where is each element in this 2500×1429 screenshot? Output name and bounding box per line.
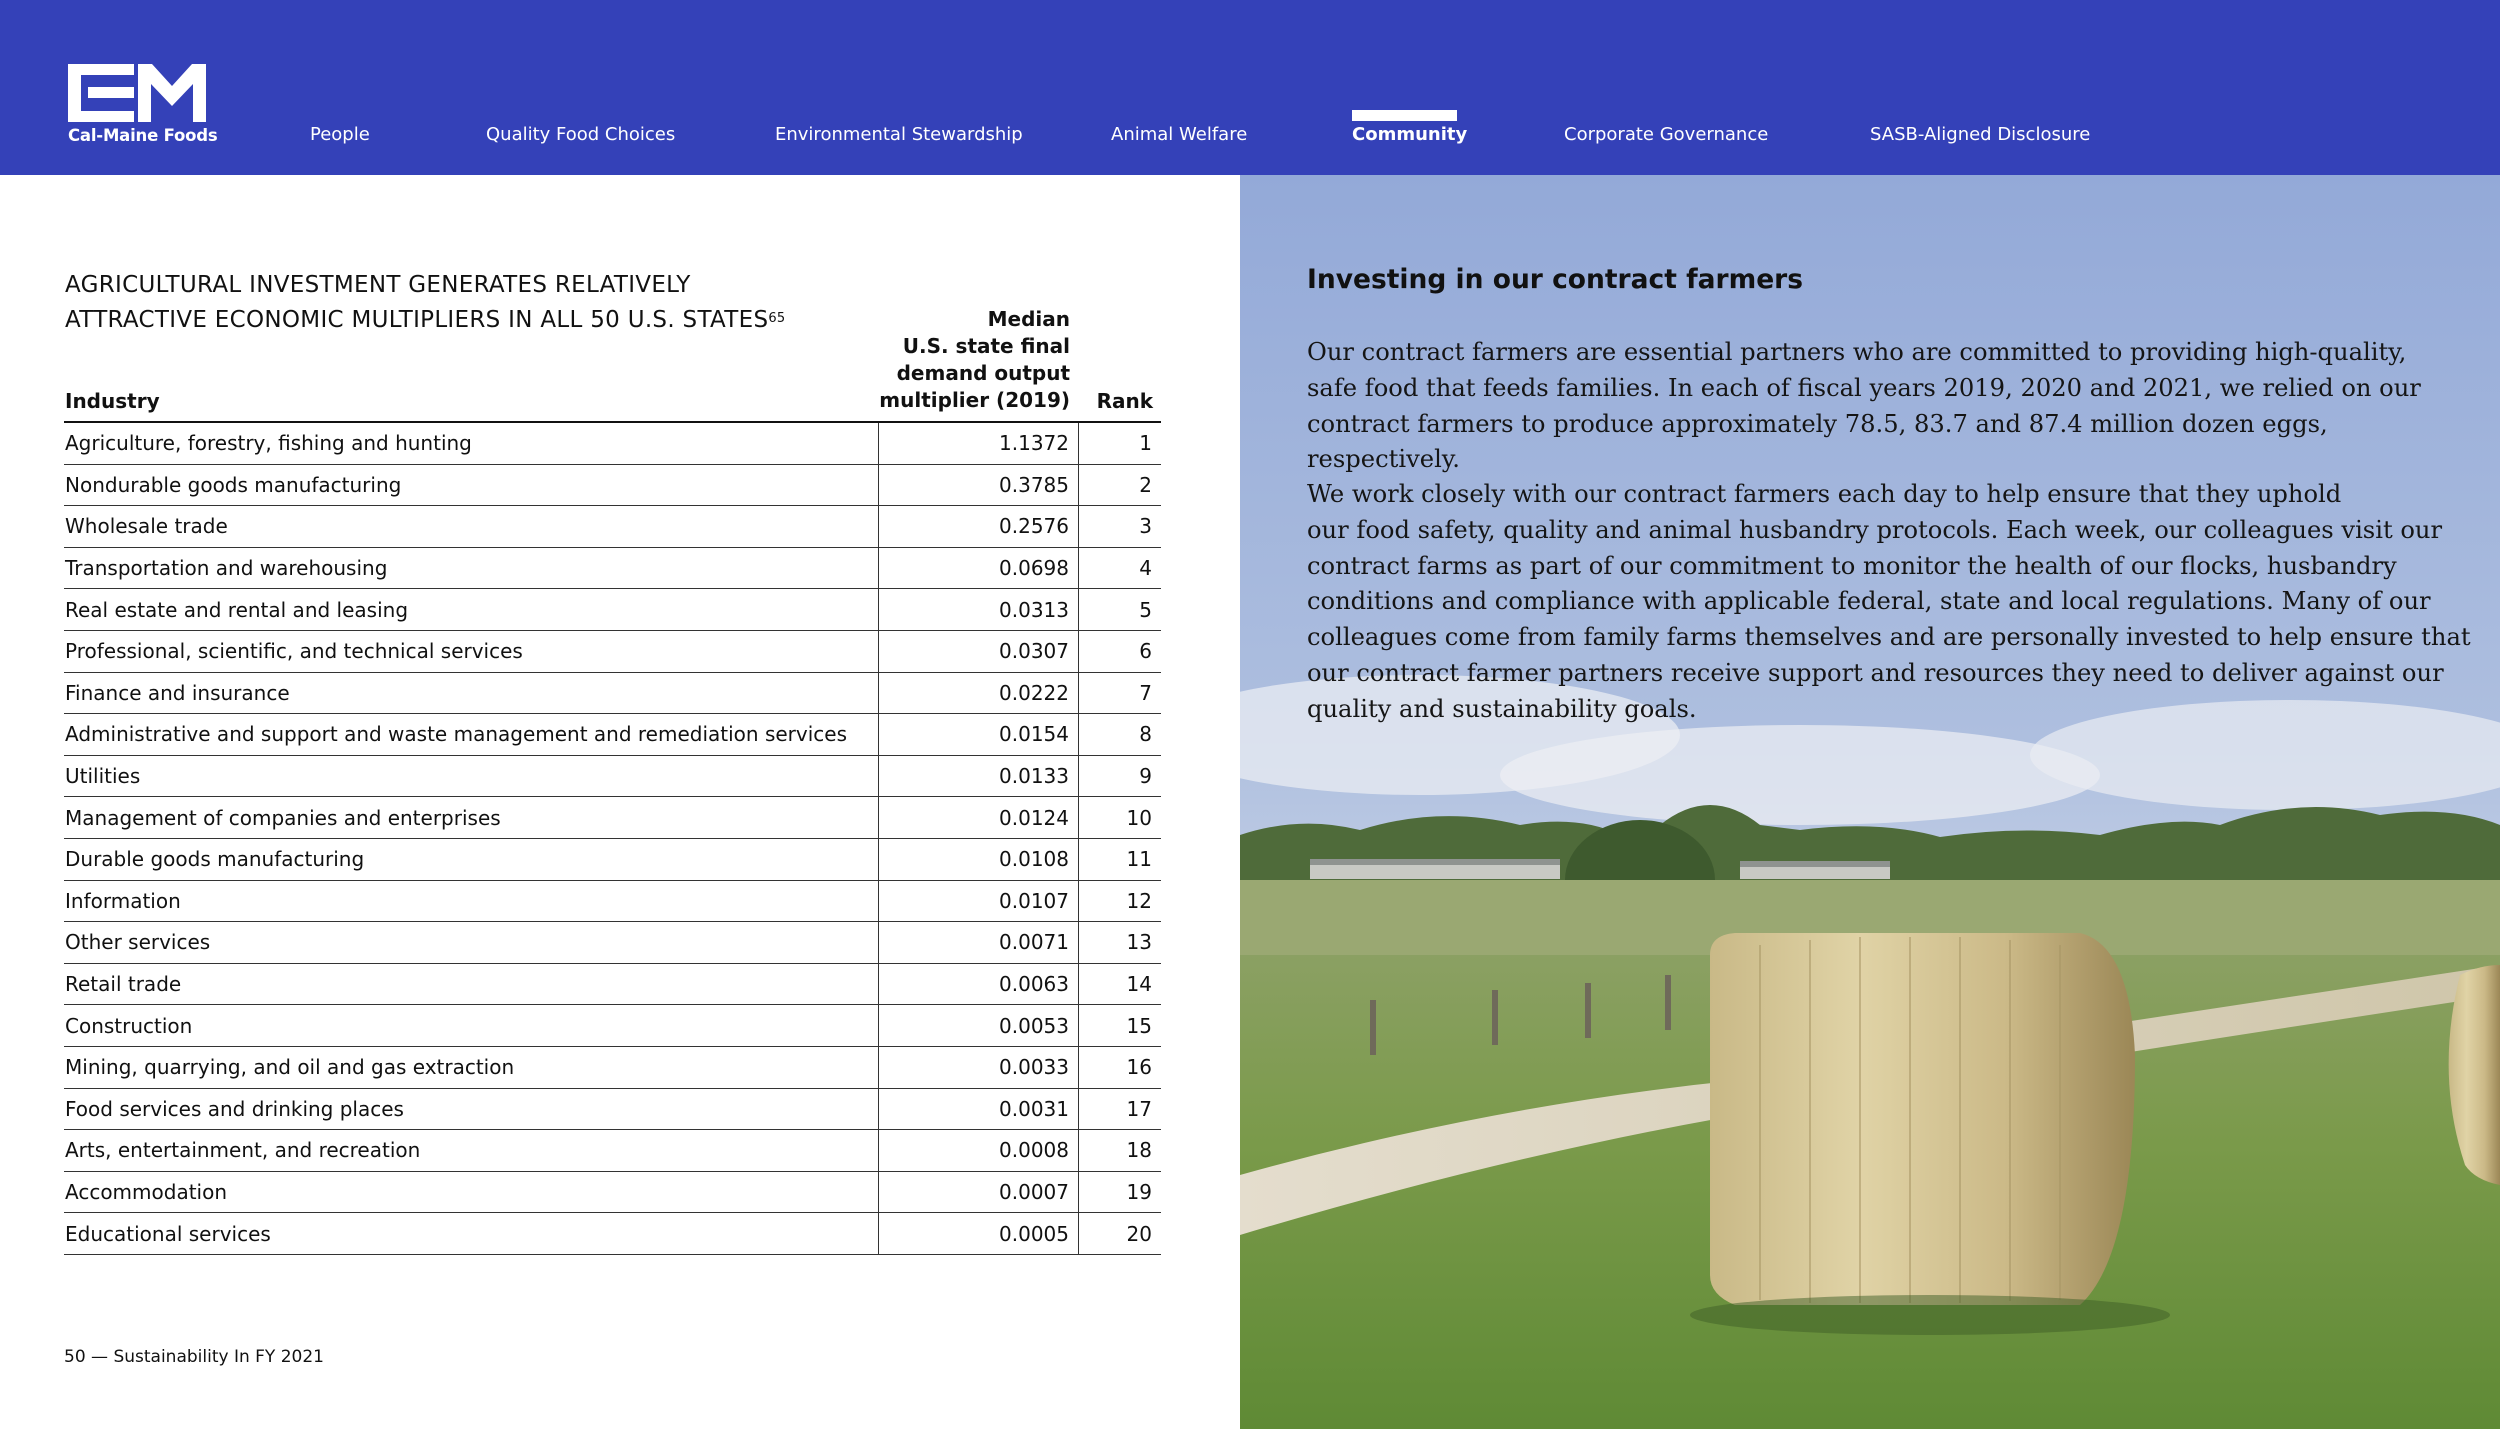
table-title-line-2: ATTRACTIVE ECONOMIC MULTIPLIERS IN ALL 50 U.S. STATES$^{65}$ bbox=[65, 307, 786, 333]
table-row bbox=[64, 548, 1161, 590]
table-title-line-1: AGRICULTURAL INVESTMENT GENERATES RELATIVELY bbox=[65, 272, 691, 298]
nav-tab-environmental-stewardship[interactable]: Environmental Stewardship bbox=[775, 124, 1023, 145]
multiplier-cell: 0.0071 bbox=[878, 922, 1078, 963]
section-nav bbox=[0, 0, 2500, 175]
multiplier-cell: 0.0008 bbox=[878, 1130, 1078, 1171]
multiplier-cell: 0.0007 bbox=[878, 1172, 1078, 1213]
multiplier-cell: 0.0307 bbox=[878, 631, 1078, 672]
table-row bbox=[64, 631, 1161, 673]
column-header-rank: Rank bbox=[1096, 389, 1153, 413]
table-row bbox=[64, 1130, 1161, 1172]
multiplier-cell: 0.0133 bbox=[878, 756, 1078, 797]
multiplier-cell: 0.0005 bbox=[878, 1213, 1078, 1254]
industry-cell: Wholesale trade bbox=[65, 514, 228, 539]
industry-cell: Information bbox=[65, 888, 181, 913]
article-paragraph-2: We work closely with our contract farmers each day to help ensure that they uphold our food safety, quality and animal husbandry protocols. Each week, our colleagues visit our contract farms as part of our commitment to monitor the health of our flocks, husbandry conditions and compliance with applicable federal, state and local regulations. Many of our colleagues come from family farms themselves and are personally invested to help ensure that our contract farmer partners receive support and resources they need to deliver against our quality and sustainability goals. bbox=[1307, 480, 2471, 723]
industry-cell: Management of companies and enterprises bbox=[65, 805, 501, 830]
active-tab-indicator bbox=[1352, 110, 1457, 121]
industry-cell: Accommodation bbox=[65, 1179, 228, 1204]
article-heading: Investing in our contract farmers bbox=[1307, 264, 1804, 295]
multiplier-cell: 1.1372 bbox=[878, 423, 1078, 464]
rank-cell: 11 bbox=[1078, 839, 1161, 880]
column-header-industry: Industry bbox=[65, 389, 160, 413]
table-row bbox=[64, 839, 1161, 881]
footnote-marker: 65 bbox=[768, 311, 786, 326]
table-row bbox=[64, 797, 1161, 839]
industry-cell: Real estate and rental and leasing bbox=[65, 597, 409, 622]
table-row bbox=[64, 673, 1161, 715]
multiplier-cell: 0.2576 bbox=[878, 506, 1078, 547]
industry-cell: Durable goods manufacturing bbox=[65, 847, 365, 872]
logo-wordmark: Cal-Maine Foods bbox=[68, 126, 218, 145]
rank-cell: 17 bbox=[1078, 1089, 1161, 1130]
multiplier-cell: 0.0222 bbox=[878, 673, 1078, 714]
industry-cell: Administrative and support and waste management and remediation services bbox=[65, 722, 848, 747]
rank-cell: 12 bbox=[1078, 881, 1161, 922]
rank-cell: 7 bbox=[1078, 673, 1161, 714]
rank-cell: 13 bbox=[1078, 922, 1161, 963]
industry-cell: Other services bbox=[65, 930, 211, 955]
industry-cell: Professional, scientific, and technical services bbox=[65, 639, 523, 664]
multiplier-cell: 0.0108 bbox=[878, 839, 1078, 880]
article-paragraph-1: Our contract farmers are essential partners who are committed to providing high-quality, safe food that feeds families. In each of fiscal years 2019, 2020 and 2021, we relied on our contract farmers to produce approximately 78.5, 83.7 and 87.4 million dozen eggs, respectively. bbox=[1307, 338, 2421, 474]
multiplier-cell: 0.0698 bbox=[878, 548, 1078, 589]
industry-cell: Nondurable goods manufacturing bbox=[65, 472, 402, 497]
rank-cell: 19 bbox=[1078, 1172, 1161, 1213]
industry-cell: Arts, entertainment, and recreation bbox=[65, 1138, 421, 1163]
page-footer: 50 — Sustainability In FY 2021 bbox=[64, 1347, 324, 1367]
multiplier-cell: 0.0107 bbox=[878, 881, 1078, 922]
table-row bbox=[64, 1005, 1161, 1047]
rank-cell: 5 bbox=[1078, 589, 1161, 630]
industry-cell: Finance and insurance bbox=[65, 680, 290, 705]
rank-cell: 8 bbox=[1078, 714, 1161, 755]
industry-cell: Construction bbox=[65, 1013, 193, 1038]
multiplier-cell: 0.0053 bbox=[878, 1005, 1078, 1046]
table-row bbox=[64, 1213, 1161, 1255]
table-row bbox=[64, 1047, 1161, 1089]
multiplier-cell: 0.0124 bbox=[878, 797, 1078, 838]
nav-tab-quality-food-choices[interactable]: Quality Food Choices bbox=[486, 124, 676, 145]
table-row bbox=[64, 589, 1161, 631]
table-row bbox=[64, 465, 1161, 507]
table-row bbox=[64, 506, 1161, 548]
table-row bbox=[64, 922, 1161, 964]
rank-cell: 10 bbox=[1078, 797, 1161, 838]
rank-cell: 18 bbox=[1078, 1130, 1161, 1171]
multiplier-cell: 0.0033 bbox=[878, 1047, 1078, 1088]
rank-cell: 4 bbox=[1078, 548, 1161, 589]
top-nav-bar bbox=[0, 0, 2500, 175]
industry-cell: Retail trade bbox=[65, 972, 182, 997]
industry-cell: Agriculture, forestry, fishing and hunting bbox=[65, 431, 472, 456]
industry-cell: Utilities bbox=[65, 764, 141, 789]
table-title bbox=[65, 268, 845, 338]
nav-tab-community[interactable]: Community bbox=[1352, 124, 1468, 145]
rank-cell: 6 bbox=[1078, 631, 1161, 672]
multiplier-cell: 0.0063 bbox=[878, 964, 1078, 1005]
rank-cell: 3 bbox=[1078, 506, 1161, 547]
nav-tab-sasb-disclosure[interactable]: SASB-Aligned Disclosure bbox=[1870, 124, 2091, 145]
table-row bbox=[64, 964, 1161, 1006]
multiplier-table bbox=[64, 423, 1161, 1255]
table-row bbox=[64, 881, 1161, 923]
rank-cell: 14 bbox=[1078, 964, 1161, 1005]
rank-cell: 2 bbox=[1078, 465, 1161, 506]
table-row bbox=[64, 423, 1161, 465]
rank-cell: 9 bbox=[1078, 756, 1161, 797]
table-row bbox=[64, 756, 1161, 798]
table-row bbox=[64, 714, 1161, 756]
table-row bbox=[64, 1172, 1161, 1214]
nav-tab-corporate-governance[interactable]: Corporate Governance bbox=[1564, 124, 1769, 145]
industry-cell: Mining, quarrying, and oil and gas extraction bbox=[65, 1055, 515, 1080]
industry-cell: Food services and drinking places bbox=[65, 1096, 404, 1121]
rank-cell: 1 bbox=[1078, 423, 1161, 464]
multiplier-cell: 0.0313 bbox=[878, 589, 1078, 630]
nav-tab-animal-welfare[interactable]: Animal Welfare bbox=[1111, 124, 1248, 145]
multiplier-cell: 0.3785 bbox=[878, 465, 1078, 506]
multiplier-cell: 0.0154 bbox=[878, 714, 1078, 755]
column-header-median-multiplier: Median U.S. state final demand output multiplier (2019) bbox=[879, 307, 1070, 412]
rank-cell: 15 bbox=[1078, 1005, 1161, 1046]
rank-cell: 16 bbox=[1078, 1047, 1161, 1088]
rank-cell: 20 bbox=[1078, 1213, 1161, 1254]
nav-tab-people[interactable]: People bbox=[310, 124, 370, 145]
multiplier-cell: 0.0031 bbox=[878, 1089, 1078, 1130]
industry-cell: Educational services bbox=[65, 1221, 271, 1246]
industry-cell: Transportation and warehousing bbox=[65, 556, 388, 581]
table-row bbox=[64, 1089, 1161, 1131]
